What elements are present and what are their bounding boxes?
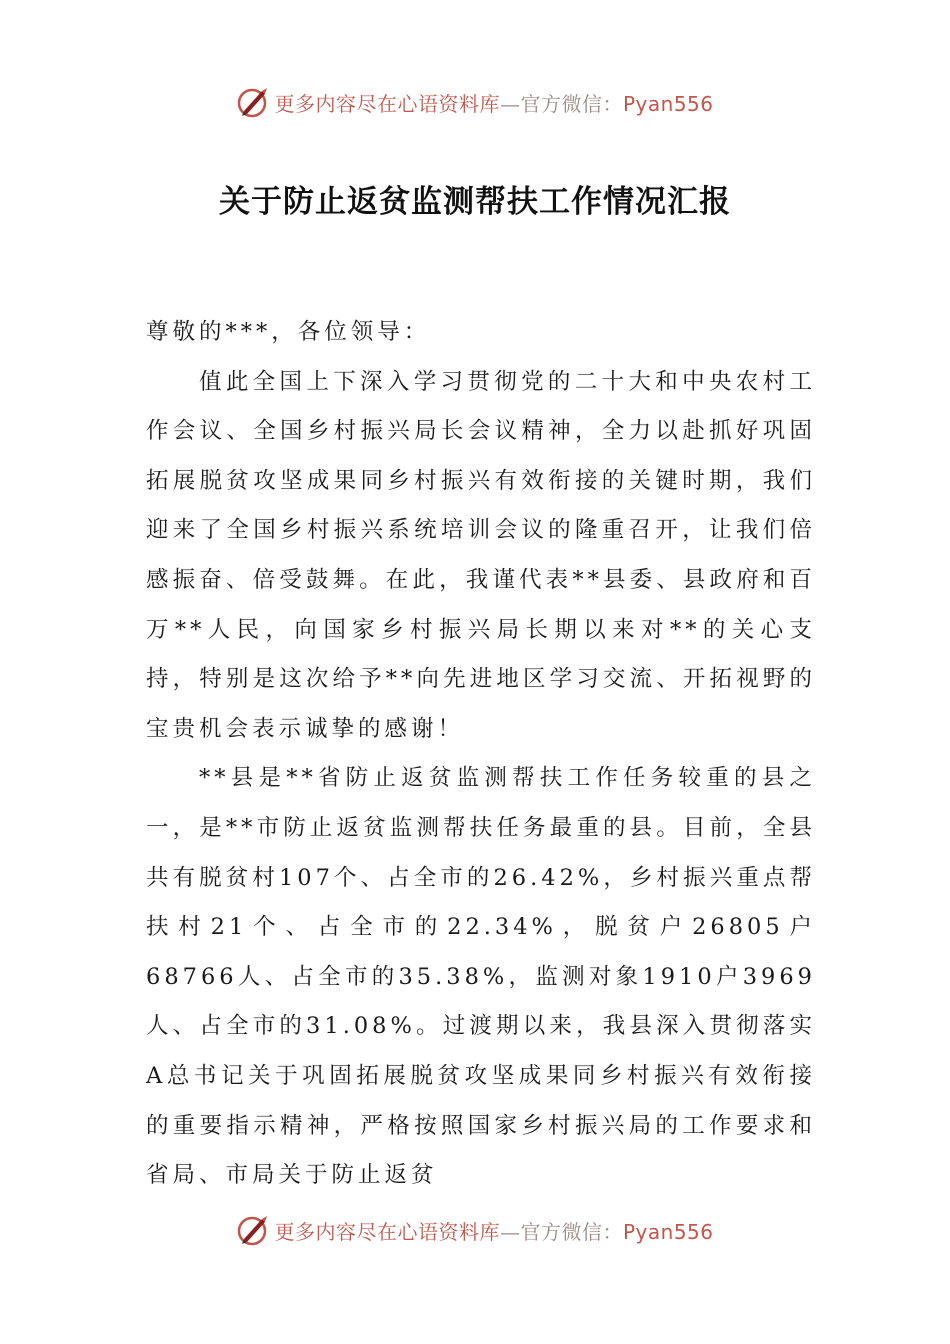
banner-main-text: 更多内容尽在心语资料库 <box>274 1219 500 1244</box>
banner-wechat-id: Pyan556 <box>622 1219 714 1244</box>
pen-logo-icon <box>236 1213 270 1247</box>
banner-text <box>274 1216 713 1245</box>
banner-wechat-id: Pyan556 <box>622 91 714 116</box>
banner-main-text: 更多内容尽在心语资料库 <box>274 91 500 116</box>
document-body <box>146 308 816 1201</box>
banner-dash: — <box>499 91 521 116</box>
header-banner <box>0 82 950 122</box>
pen-logo-icon <box>236 85 270 119</box>
banner-text <box>274 88 713 117</box>
banner-dash: — <box>499 1219 521 1244</box>
paragraph-2: **县是**省防止返贫监测帮扶工作任务较重的县之一，是**市防止返贫监测帮扶任务最重的县。目前，全县共有脱贫村107个、占全市的26.42%，乡村振兴重点帮扶村21个、占全市的22.34%，脱贫户26805户68766人、占全市的35.38%，监测对象1910户3969人、占全市的31.08%。过渡期以来，我县深入贯彻落实A总书记关于巩固拓展脱贫攻坚成果同乡村振兴有效衔接的重要指示精神，严格按照国家乡村振兴局的工作要求和省局、市局关于防止返贫 <box>146 765 816 1189</box>
banner-wechat-label: 官方微信： <box>520 1219 623 1244</box>
banner-wechat-label: 官方微信： <box>520 91 623 116</box>
salutation: 尊敬的***，各位领导： <box>146 319 431 345</box>
paragraph-1: 值此全国上下深入学习贯彻党的二十大和中央农村工作会议、全国乡村振兴局长会议精神，全力以赴抓好巩固拓展脱贫攻坚成果同乡村振兴有效衔接的关键时期，我们迎来了全国乡村振兴系统培训会议的隆重召开，让我们倍感振奋、倍受鼓舞。在此，我谨代表**县委、县政府和百万**人民，向国家乡村振兴局长期以来对**的关心支持，特别是这次给予**向先进地区学习交流、开拓视野的宝贵机会表示诚挚的感谢！ <box>146 368 816 742</box>
footer-banner <box>0 1210 950 1250</box>
document-title: 关于防止返贫监测帮扶工作情况汇报 <box>219 184 731 220</box>
